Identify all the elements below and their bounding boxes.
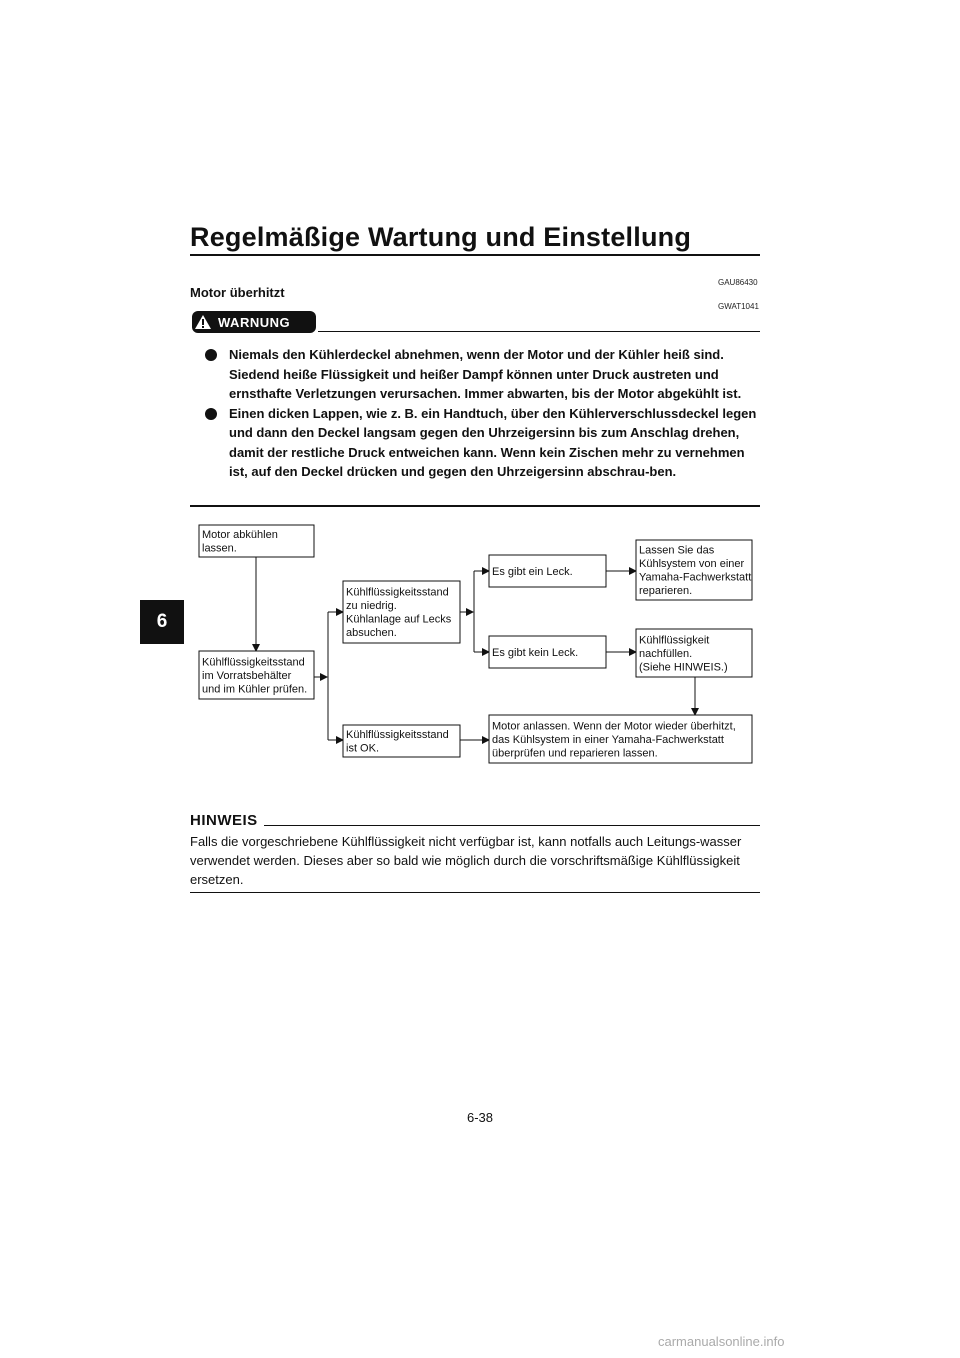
flow-box-text: absuchen.	[346, 627, 397, 639]
warning-item-text: Niemals den Kühlerdeckel abnehmen, wenn der Motor und der Kühler heiß sind. Siedend heiße Flüssigkeit und heißer Dampf können unter Druck austreten und ernsthafte Verletzungen verursachen. Immer abwarten, bis der Motor abgekühlt ist.	[229, 347, 742, 401]
flow-box-text: lassen.	[202, 542, 237, 555]
flow-box-text: Kühlflüssigkeitsstand	[202, 656, 305, 669]
warning-code: GWAT1041	[718, 302, 759, 311]
flow-box-text: Yamaha-Fachwerkstatt	[639, 571, 752, 584]
note-title: HINWEIS	[190, 812, 258, 829]
note-divider	[264, 825, 760, 826]
warning-label: WARNUNG	[218, 314, 291, 330]
chapter-tab: 6	[140, 600, 184, 644]
warning-item-text: Einen dicken Lappen, wie z. B. ein Handtuch, über den Kühlerverschlussdeckel legen und dann den Deckel langsam gegen den Uhrzeigersinn bis zum Anschlag drehen, damit der restliche Druck entweichen kann. Wenn kein Zischen mehr zu vernehmen ist, auf den Deckel drücken und gegen den Uhrzeigersinn abschrau-ben.	[229, 405, 757, 479]
page-title: Regelmäßige Wartung und Einstellung	[190, 222, 692, 252]
flow-box-text: zu niedrig.	[346, 600, 397, 612]
flow-box-text: Kühlflüssigkeitsstand	[346, 729, 449, 741]
flow-box-text: ist OK.	[346, 742, 380, 755]
flow-box-text: Kühlflüssigkeitsstand	[346, 586, 449, 599]
flow-box-text: Kühlsystem von einer	[639, 558, 745, 570]
flow-box-text: Es gibt kein Leck.	[492, 646, 579, 659]
flow-box-text: im Vorratsbehälter	[202, 669, 292, 682]
note-text: Falls die vorgeschriebene Kühlflüssigkeit nicht verfügbar ist, kann notfalls auch Leitungs-wasser verwendet werden. Dieses aber so bald wie möglich durch die vorschriftsmäßige Kühlflüssigkeit ersetzen.	[190, 834, 742, 887]
flow-box-text: Motor abkühlen	[202, 529, 278, 541]
flow-box-text: Kühlflüssigkeit	[639, 634, 710, 647]
section-code: GAU86430	[718, 278, 758, 287]
flow-box-text: Lassen Sie das	[639, 544, 715, 557]
flow-box-text: nachfüllen.	[639, 647, 693, 660]
flow-box-text: überprüfen und reparieren lassen.	[492, 747, 658, 760]
flow-box-text: und im Kühler prüfen.	[202, 683, 308, 696]
flow-box-text: Kühlanlage auf Lecks	[346, 613, 452, 626]
watermark: carmanualsonline.info	[658, 1334, 785, 1349]
flow-box-text: das Kühlsystem in einer Yamaha-Fachwerkstatt	[492, 733, 724, 746]
flow-box-text: Es gibt ein Leck.	[492, 565, 573, 578]
flow-box-text: Motor anlassen. Wenn der Motor wieder überhitzt,	[492, 720, 736, 733]
page-number: 6-38	[466, 1110, 494, 1125]
flow-box-text: (Siehe HINWEIS.)	[639, 661, 728, 674]
note-end-divider	[190, 892, 760, 893]
flow-box-text: reparieren.	[639, 585, 693, 597]
section-heading: Motor überhitzt	[190, 285, 285, 300]
